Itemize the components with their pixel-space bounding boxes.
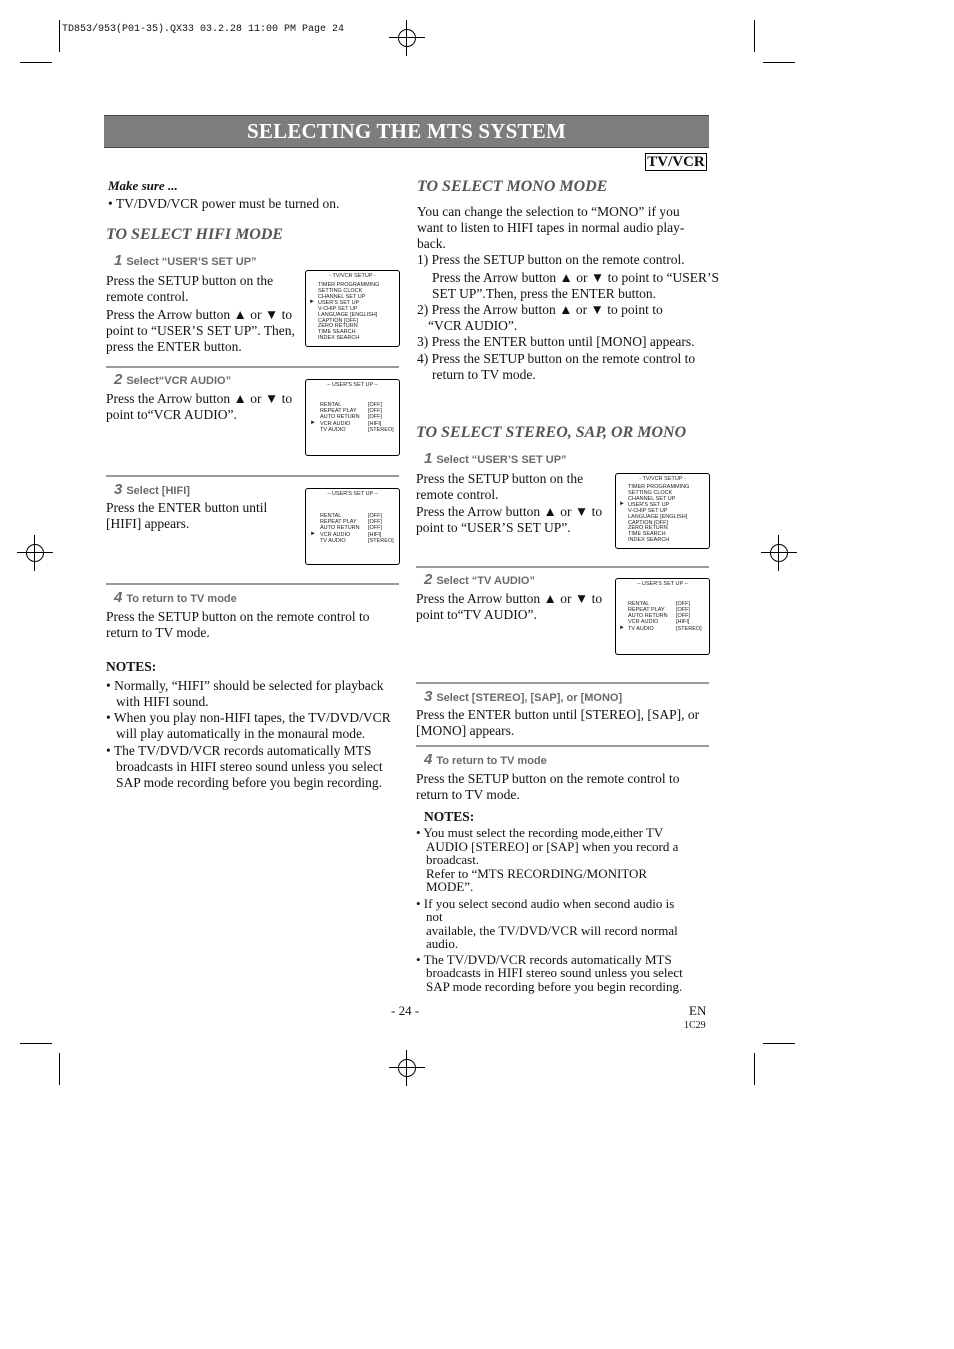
cursor-arrow-icon: ► [309,299,315,305]
cursor-arrow-icon: ► [310,531,316,537]
crop-mark [59,1053,60,1085]
page-title: SELECTING THE MTS SYSTEM [247,119,566,143]
title-banner [104,115,709,148]
users-setup-screen-hifi: – USER'S SET UP – RENTAL [OFF] REPEAT PLAY [OFF] AUTO RETURN [OFF] ► VCR AUDIO [HIFI] TV AUDIO [STEREO] [305,488,400,565]
mono-heading: TO SELECT MONO MODE [417,178,608,195]
language-code: EN [689,1003,707,1018]
divider [106,583,399,585]
hifi-step3-text: Press the ENTER button until [HIFI] appears. [106,500,268,531]
divider [106,366,399,368]
tvvcr-setup-screen: - TV/VCR SETUP - TIMER PROGRAMMING SETTING CLOCK CHANNEL SET UP ► USER'S SET UP V-CHIP SET UP LANGUAGE [ENGLISH] CAPTION [OFF] ZERO RETURN TIME SEARCH INDEX SEARCH [305,270,400,347]
cursor-arrow-icon: ► [619,501,625,507]
registration-mark [389,20,425,56]
crop-mark [763,1043,795,1044]
hifi-step4-heading: 4 To return to TV mode [114,589,237,606]
hifi-note: • Normally, “HIFI” should be selected for playback with HIFI sound. [106,678,384,709]
hifi-notes-heading: NOTES: [106,659,157,674]
stereo-step2-heading: 2 Select “TV AUDIO” [424,571,535,588]
crop-mark [754,1053,755,1085]
crop-mark [20,62,52,63]
hifi-step2-text: Press the Arrow button ▲ or ▼ to point to“VCR AUDIO”. [106,391,293,422]
registration-mark [389,1050,425,1086]
hifi-step4-text: Press the SETUP button on the remote control to return to TV mode. [106,609,370,640]
hifi-note: • The TV/DVD/VCR records automatically MTS broadcasts in HIFI stereo sound unless you select SAP mode recording before you begin recording. [106,743,383,790]
mono-steps: 1) Press the SETUP button on the remote control. Press the Arrow button ▲ or ▼ to point to “USER’S SET UP”.Then, press the ENTER button. 2) Press the Arrow button ▲ or ▼ to point to “VCR AUDIO”. 3) Press the ENTER button until [MONO] appears. 4) Press the SETUP button on the remote control to return to TV mode. [417,252,719,382]
stereo-step4-text: Press the SETUP button on the remote control to return to TV mode. [416,771,680,802]
hifi-step1-heading: 1 Select “USER’S SET UP” [114,252,257,269]
hifi-step2-heading: 2 Select“VCR AUDIO” [114,371,232,388]
hifi-step3-heading: 3 Select [HIFI] [114,481,190,498]
stereo-heading: TO SELECT STEREO, SAP, OR MONO [416,424,687,441]
tvvcr-badge: TV/VCR [645,153,707,171]
hifi-heading: TO SELECT HIFI MODE [106,226,284,243]
divider [416,682,709,684]
tvvcr-setup-screen: - TV/VCR SETUP - TIMER PROGRAMMING SETTING CLOCK CHANNEL SET UP ► USER'S SET UP V-CHIP SET UP LANGUAGE [ENGLISH] CAPTION [OFF] ZERO RETURN TIME SEARCH INDEX SEARCH [615,473,710,549]
crop-mark [20,1043,52,1044]
stereo-step2-text: Press the Arrow button ▲ or ▼ to point to“TV AUDIO”. [416,591,603,622]
make-sure-item: • TV/DVD/VCR power must be turned on. [108,196,340,211]
hifi-step1-text: Press the SETUP button on the remote control. Press the Arrow button ▲ or ▼ to point to “USER’S SET UP”. Then, press the ENTER button. [106,273,295,354]
divider [416,745,709,747]
file-slug: TD853/953(P01-35).QX33 03.2.28 11:00 PM Page 24 [62,24,345,35]
document-code: 1C29 [684,1020,706,1031]
stereo-notes: • You must select the recording mode,either TV AUDIO [STEREO] or [SAP] when you record a broadcast. Refer to “MTS RECORDING/MONITOR MODE”. • If you select second audio when second audio is not available, the TV/DVD/VCR will record normal audio. • The TV/DVD/VCR records automatically MTS broadcasts in HIFI stereo sound unless you select SAP mode recording before you begin recording. [416,825,683,994]
users-setup-screen-vcr: – USER'S SET UP – RENTAL [OFF] REPEAT PLAY [OFF] AUTO RETURN [OFF] ► VCR AUDIO [HIFI] TV AUDIO [STEREO] [305,379,400,456]
stereo-notes-heading: NOTES: [424,809,475,824]
cursor-arrow-icon: ► [619,625,625,631]
page-number: - 24 - [391,1003,420,1018]
crop-mark [754,20,755,52]
stereo-step1-heading: 1 Select “USER’S SET UP” [424,450,567,467]
registration-mark [17,535,53,571]
divider [416,566,709,568]
crop-mark [763,62,795,63]
stereo-step3-text: Press the ENTER button until [STEREO], [SAP], or [MONO] appears. [416,707,700,738]
stereo-step1-text: Press the SETUP button on the remote control. Press the Arrow button ▲ or ▼ to point to “USER’S SET UP”. [416,471,603,535]
divider [106,475,399,477]
stereo-step3-heading: 3 Select [STEREO], [SAP], or [MONO] [424,688,623,705]
mono-intro: You can change the selection to “MONO” if you want to listen to HIFI tapes in normal audio play- back. [417,204,685,251]
users-setup-screen-tv: – USER'S SET UP – RENTAL [OFF] REPEAT PLAY [OFF] AUTO RETURN [OFF] VCR AUDIO [HIFI] ► TV AUDIO [STEREO] [615,578,710,655]
stereo-step4-heading: 4 To return to TV mode [424,751,547,768]
registration-mark [761,535,797,571]
make-sure-heading: Make sure ... [108,178,178,193]
hifi-note: • When you play non-HIFI tapes, the TV/DVD/VCR will play automatically in the monaural mode. [106,710,391,741]
crop-mark [59,20,60,52]
cursor-arrow-icon: ► [310,420,316,426]
